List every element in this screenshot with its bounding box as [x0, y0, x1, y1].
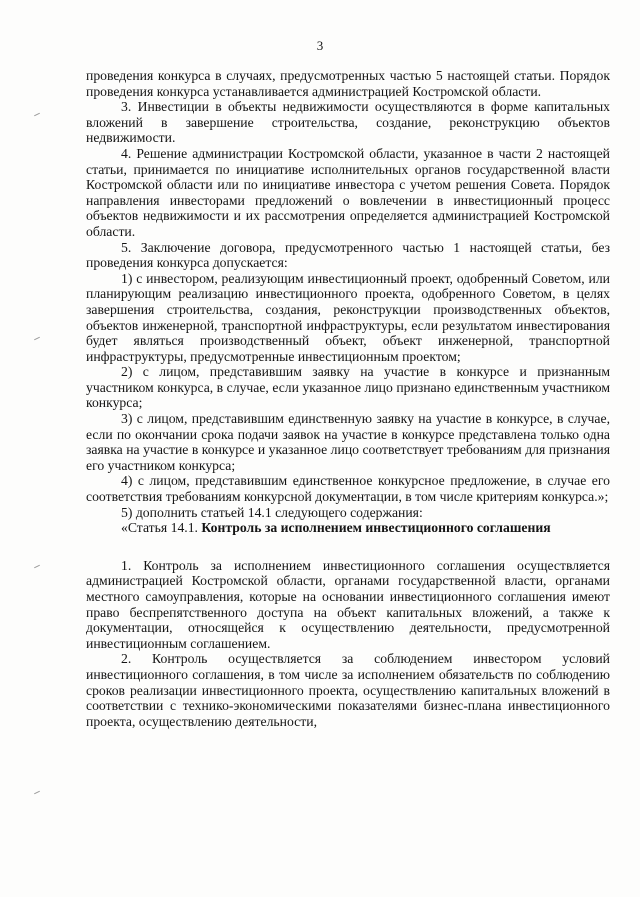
subitem-2: 2) с лицом, представившим заявку на участие в конкурсе и признанным участником конкурса, в случае, если указанное лицо признано единственным участником конкурса;	[86, 364, 610, 411]
paragraph-continuation: проведения конкурса в случаях, предусмотренных частью 5 настоящей статьи. Порядок проведения конкурса устанавливается администрацией Костромской области.	[86, 68, 610, 99]
subitem-4: 4) с лицом, представившим единственное конкурсное предложение, в случае его соответствия требованиям конкурсной документации, в том числе критериям конкурса.»;	[86, 473, 610, 505]
document-body	[86, 68, 610, 729]
margin-mark	[34, 791, 40, 794]
margin-mark	[34, 113, 40, 116]
page-number: 3	[316, 38, 324, 53]
article-paragraph-2: 2. Контроль осуществляется за соблюдением инвестором условий инвестиционного соглашения, в том числе за исполнением обязательств по соблюдению сроков реализации инвестиционного проекта, осуществлению капитальных вложений в соответствии с технико-экономическими показателями бизнес-плана инвестиционного проекта, осуществлению деятельности,	[86, 651, 610, 729]
amendment-item-5: 5) дополнить статьей 14.1 следующего содержания:	[121, 504, 423, 520]
margin-mark	[34, 565, 40, 568]
margin-mark	[34, 337, 40, 340]
paragraph-item-4: 4. Решение администрации Костромской области, указанное в части 2 настоящей статьи, принимается по инициативе исполнительных органов государственной власти Костромской области или по инициативе инвестора с учетом решения Совета. Порядок направления инвесторами предложений о вовлечении в инвестиционный процесс объектов недвижимости и их рассмотрения определяется администрацией Костромской области.	[86, 145, 610, 239]
article-paragraph-1: 1. Контроль за исполнением инвестиционного соглашения осуществляется администрацией Костромской области, органами государственной власти, органами местного самоуправления, которые на основании инвестиционного соглашения имеют право беспрепятственного доступа на объект капитальных вложений, а также к документации, относящейся к осуществлению деятельности, предусмотренной инвестиционным соглашением.	[86, 557, 610, 651]
subitem-1: 1) с инвестором, реализующим инвестиционный проект, одобренный Советом, или планирующим реализацию инвестиционного проекта, одобренного Советом, в целях завершения строительства, создания, реконструкции производственных объектов, объектов инженерной, транспортной инфраструктуры, если результатом инвестирования будет являться производственный объект, объект инженерной, транспортной инфраструктуры, предусмотренные инвестиционным проектом;	[86, 270, 610, 364]
subitem-3: 3) с лицом, представившим единственную заявку на участие в конкурсе, в случае, если по окончании срока подачи заявок на участие в конкурсе представлена только одна заявка на участие в конкурсе и указанное лицо соответствует требованиям для признания его участником конкурса;	[86, 411, 610, 473]
article-heading	[86, 520, 610, 536]
article-number: «Статья 14.1.	[121, 520, 198, 536]
article-title: Контроль за исполнением инвестиционного соглашения	[201, 520, 551, 536]
paragraph-item-3: 3. Инвестиции в объекты недвижимости осуществляются в форме капитальных вложений в завершение строительства, создание, реконструкцию объектов недвижимости.	[86, 99, 610, 146]
paragraph-item-5: 5. Заключение договора, предусмотренного частью 1 настоящей статьи, без проведения конкурса допускается:	[86, 239, 610, 271]
